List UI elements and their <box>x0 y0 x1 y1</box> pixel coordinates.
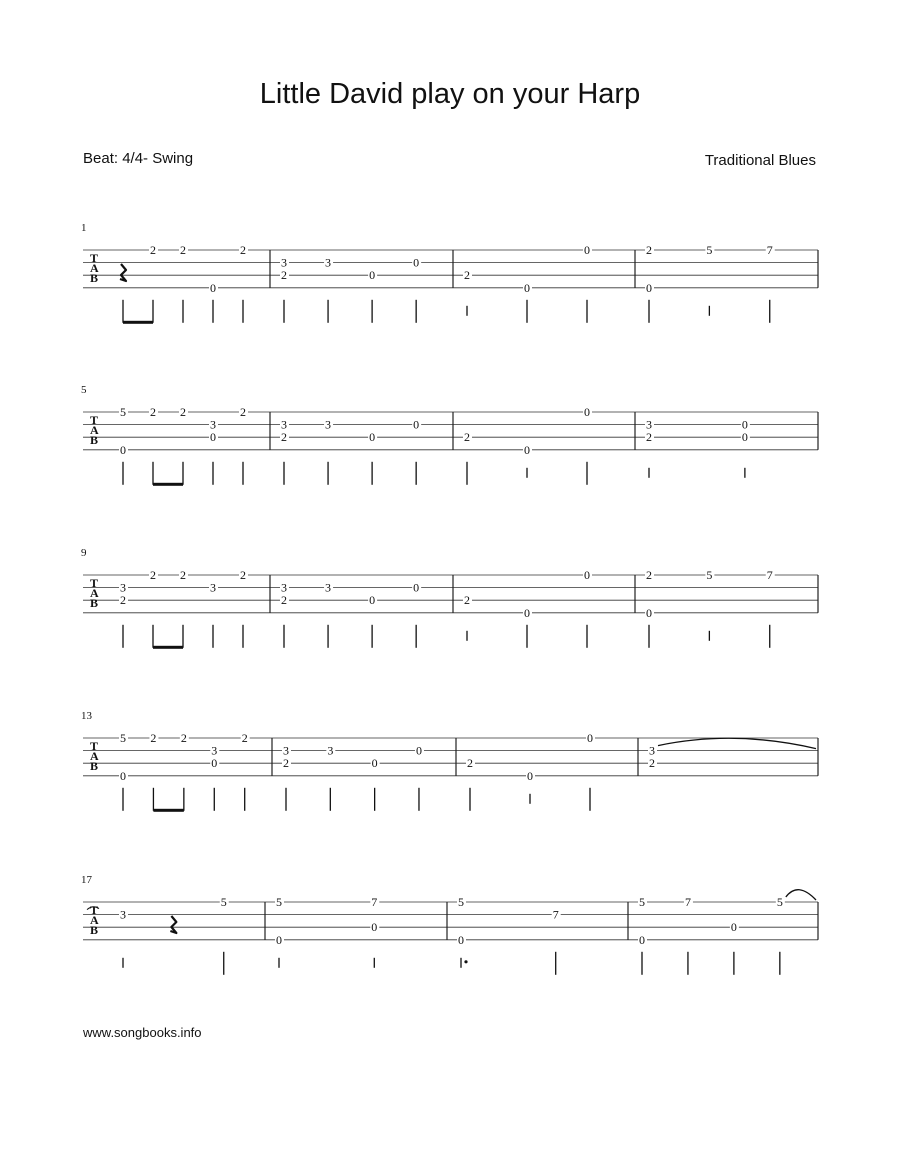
fret-number: 0 <box>584 243 590 257</box>
tab-clef-letter: B <box>90 433 99 447</box>
composer-label: Traditional Blues <box>704 152 816 169</box>
beat-label: Beat: 4/4- Swing <box>83 150 194 167</box>
fret-number: 0 <box>210 280 216 295</box>
fret-number: 3 <box>120 907 126 922</box>
fret-number: 5 <box>220 895 227 909</box>
fret-number: 5 <box>776 895 783 909</box>
fret-number: 5 <box>276 895 282 909</box>
fret-number: 2 <box>464 268 470 283</box>
fret-number: 3 <box>210 580 216 595</box>
fret-number: 2 <box>240 405 246 419</box>
tab-clef-letter: A <box>90 423 99 437</box>
fret-number: 0 <box>120 442 126 457</box>
fret-number: 2 <box>240 243 246 257</box>
fret-number: 3 <box>327 743 334 758</box>
fret-number: 3 <box>281 580 287 595</box>
fret-number: 2 <box>281 268 287 283</box>
tab-clef-letter: B <box>90 923 99 937</box>
fret-number: 5 <box>458 895 464 909</box>
fret-number: 2 <box>646 568 652 582</box>
fret-number: 0 <box>527 768 533 783</box>
fret-number: 5 <box>639 895 645 909</box>
fret-number: 0 <box>741 417 748 432</box>
fret-number: 0 <box>413 580 420 595</box>
fret-number: 0 <box>646 280 652 295</box>
fret-number: 3 <box>325 580 332 595</box>
fret-number: 0 <box>524 605 530 620</box>
fret-number: 0 <box>584 568 590 582</box>
fret-number: 2 <box>150 568 156 582</box>
fret-number: 5 <box>120 731 126 745</box>
fret-number: 0 <box>524 280 530 295</box>
fret-number: 2 <box>180 568 186 582</box>
rhythm-dot <box>464 960 467 963</box>
fret-number: 3 <box>211 743 218 758</box>
fret-number: 0 <box>120 768 126 783</box>
fret-number: 0 <box>587 731 593 745</box>
fret-number: 2 <box>120 593 126 608</box>
tab-clef-letter: T <box>90 413 99 427</box>
tab-clef-letter: B <box>90 759 99 773</box>
measure-number: 9 <box>81 547 87 559</box>
footer-website: www.songbooks.info <box>83 1025 202 1040</box>
fret-number: 2 <box>241 731 248 745</box>
fret-number: 2 <box>180 405 186 419</box>
tab-clef-letter: A <box>90 261 99 275</box>
tab-clef-letter: B <box>90 596 99 610</box>
tab-clef-letter: T <box>90 739 99 753</box>
tie-arc <box>786 890 816 900</box>
tab-clef-letter: B <box>90 271 99 285</box>
fret-number: 2 <box>150 405 156 419</box>
fret-number: 0 <box>371 756 378 771</box>
fret-number: 0 <box>639 932 645 947</box>
tab-clef-letter: T <box>90 251 99 265</box>
fret-number: 5 <box>120 405 126 419</box>
rhythm-beam <box>153 809 183 812</box>
rhythm-beam <box>153 646 183 649</box>
tab-clef-letter: A <box>90 586 99 600</box>
song-title: Little David play on your Harp <box>259 78 641 110</box>
fret-number: 5 <box>706 568 713 582</box>
fret-number: 2 <box>646 243 652 257</box>
fret-number: 7 <box>684 895 691 909</box>
rhythm-beam <box>123 321 153 324</box>
fret-number: 5 <box>706 243 713 257</box>
fret-number: 3 <box>283 743 289 758</box>
rhythm-beam <box>153 483 183 486</box>
fret-number: 2 <box>649 756 655 771</box>
tab-clef-letter: T <box>90 903 99 917</box>
fret-number: 2 <box>467 756 473 771</box>
fret-number: 2 <box>646 430 652 445</box>
fret-number: 0 <box>211 756 218 771</box>
fret-number: 0 <box>415 743 422 758</box>
fret-number: 2 <box>150 243 156 257</box>
measure-number: 17 <box>81 874 92 886</box>
fret-number: 0 <box>730 920 737 935</box>
tab-clef-letter: A <box>90 913 99 927</box>
fret-number: 2 <box>464 430 470 445</box>
fret-number: 0 <box>276 932 282 947</box>
tab-clef-letter: T <box>90 576 99 590</box>
fret-number: 0 <box>413 255 420 270</box>
quarter-rest <box>120 264 126 281</box>
fret-number: 2 <box>180 731 187 745</box>
fret-number: 2 <box>464 593 470 608</box>
fret-number: 7 <box>766 568 773 582</box>
fret-number: 2 <box>180 243 186 257</box>
fret-number: 3 <box>325 255 332 270</box>
fret-number: 3 <box>120 580 126 595</box>
fret-number: 3 <box>281 255 287 270</box>
fret-number: 3 <box>210 417 216 432</box>
fret-number: 0 <box>369 268 376 283</box>
fret-number: 7 <box>371 895 378 909</box>
tab-clef-letter: A <box>90 749 99 763</box>
fret-number: 0 <box>584 405 590 419</box>
tie-arc <box>658 738 816 748</box>
fret-number: 0 <box>458 932 464 947</box>
fret-number: 2 <box>283 756 289 771</box>
fret-number: 0 <box>646 605 652 620</box>
measure-number: 13 <box>81 710 92 722</box>
quarter-rest <box>170 916 176 933</box>
fret-number: 7 <box>552 907 559 922</box>
fret-number: 0 <box>369 430 376 445</box>
fret-number: 2 <box>281 593 287 608</box>
fret-number: 0 <box>369 593 376 608</box>
fret-number: 0 <box>371 920 378 935</box>
fret-number: 0 <box>741 430 748 445</box>
fret-number: 2 <box>281 430 287 445</box>
fret-number: 0 <box>210 430 216 445</box>
fret-number: 2 <box>240 568 246 582</box>
measure-number: 5 <box>81 384 87 396</box>
fret-number: 2 <box>150 731 157 745</box>
fret-number: 0 <box>413 417 420 432</box>
fret-number: 3 <box>325 417 332 432</box>
fret-number: 0 <box>524 442 530 457</box>
fret-number: 3 <box>281 417 287 432</box>
fret-number: 3 <box>649 743 655 758</box>
measure-number: 1 <box>81 222 87 234</box>
fret-number: 3 <box>646 417 652 432</box>
fret-number: 7 <box>766 243 773 257</box>
